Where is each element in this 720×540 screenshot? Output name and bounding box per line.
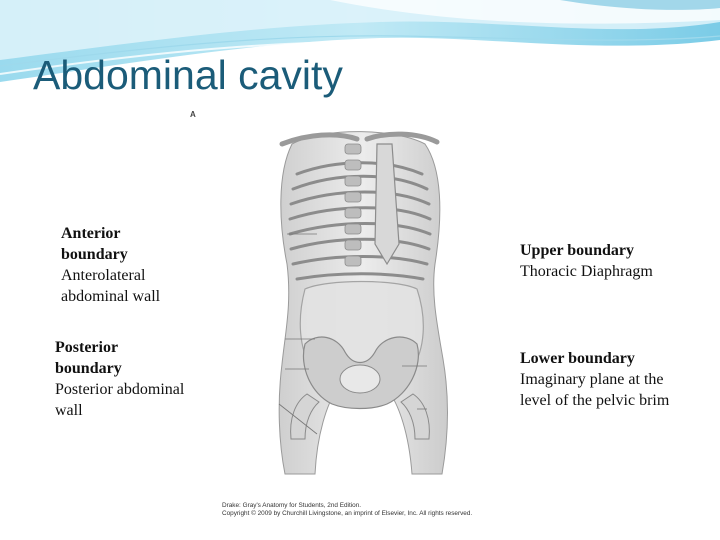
anterior-boundary-heading: Anterior boundary [61, 225, 128, 263]
label-posterior-boundary [55, 337, 185, 421]
anatomy-figure [187, 104, 551, 520]
upper-boundary-heading: Upper boundary [520, 242, 634, 259]
figure-panel-letter: A [190, 110, 196, 119]
anterior-boundary-text: Anterolateral abdominal wall [61, 267, 161, 305]
slide-title: Abdominal cavity [33, 52, 343, 98]
figure-credit-line-1: Drake: Gray's Anatomy for Students, 2nd Edition. [222, 502, 362, 509]
figure-credit-line-2: Copyright © 2009 by Churchill Livingstone, an imprint of Elsevier, Inc. All rights reserved. [222, 510, 473, 517]
posterior-boundary-heading: Posterior boundary [55, 339, 122, 377]
lower-boundary-heading: Lower boundary [520, 350, 635, 367]
label-upper-boundary [520, 240, 715, 282]
posterior-boundary-text: Posterior abdominal wall [55, 381, 185, 419]
lower-boundary-text: Imaginary plane at the level of the pelvic brim [520, 371, 670, 409]
abdominal-cavity-illustration [187, 104, 551, 520]
label-anterior-boundary [61, 223, 186, 307]
figure-credit [222, 502, 472, 518]
upper-boundary-text: Thoracic Diaphragm [520, 263, 653, 280]
label-lower-boundary [520, 348, 680, 411]
